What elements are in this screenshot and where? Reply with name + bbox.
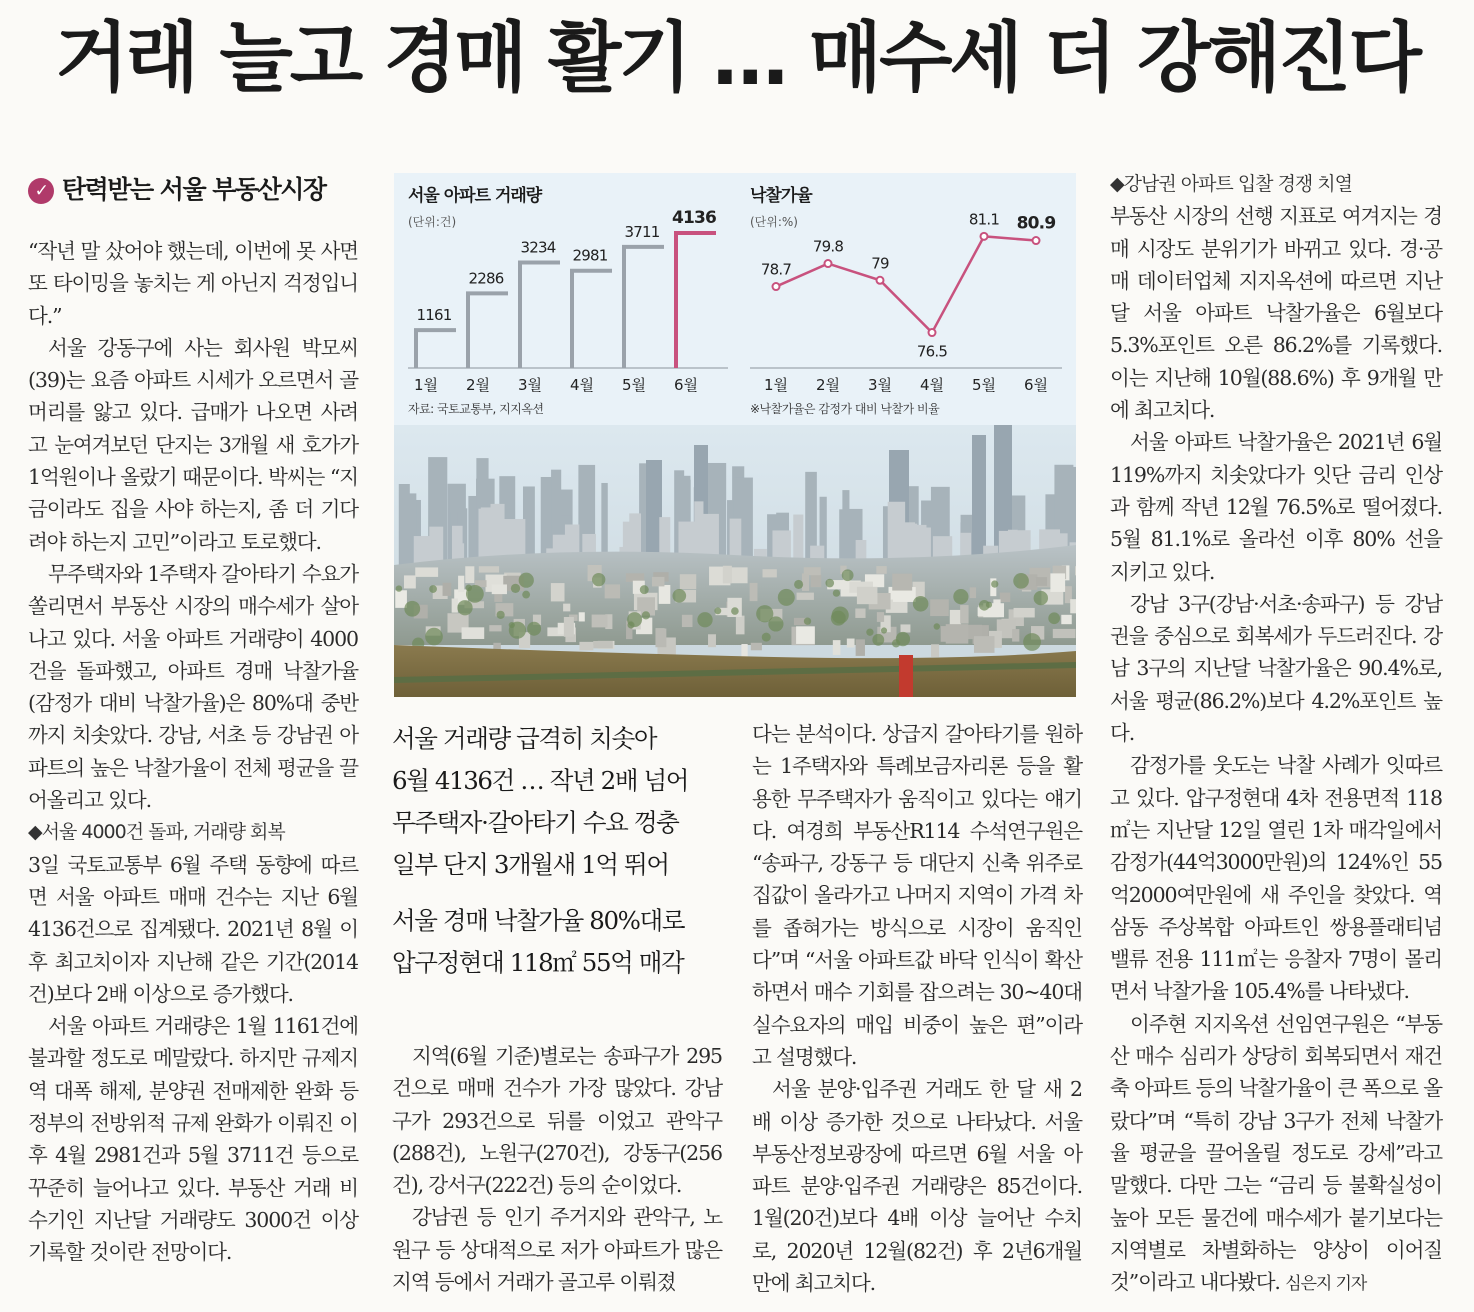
paragraph: 서울 분양·입주권 거래도 한 달 새 2배 이상 증가한 것으로 나타났다. 서울부동산정보광장에 따르면 6월 서울 아파트 분양·입주권 거래량은 85건이다. 1월(20건)보다 4배 이상 늘어난 수치로, 2020년 12월(82건) 후 2년6개월 만에 최고치다. bbox=[752, 1077, 1082, 1296]
paragraph: 강남 3구(강남·서초·송파구) 등 강남권을 중심으로 회복세가 두드러진다. 강남 3구의 지난달 낙찰가율은 90.4%로, 서울 평균(86.2%)보다 4.2%포인트 높다. bbox=[1110, 591, 1442, 746]
paragraph: 지역(6월 기준)별로는 송파구가 295건으로 매매 건수가 가장 많았다. 강남구가 293건으로 뒤를 이었고 관악구(288건), 노원구(270건), 강동구(256건), 강서구(222건) 등의 순이었다. bbox=[392, 1044, 722, 1198]
line-tick-label: 2월 bbox=[815, 376, 841, 394]
paragraph: 다는 분석이다. 상급지 갈아타기를 원하는 1주택자와 특례보금자리론 등을 활용한 무주택자가 움직이고 있다는 얘기다. 여경희 부동산R114 수석연구원은 “송파구, 강동구 등 대단지 신축 위주로 집값이 올라가고 나머지 지역이 가격 차를 좁혀가는 방식으로 시장이 움직인다”며 “서울 아파트값 바닥 인식이 확산하면서 매수 기회를 잡으려는 30~40대 실수요자의 매입 비중이 높은 편”이라고 설명했다. bbox=[752, 722, 1082, 1069]
article-column-2 bbox=[392, 1040, 722, 1298]
article-column-1 bbox=[28, 235, 358, 1269]
paragraph: 감정가를 웃도는 낙찰 사례가 잇따르고 있다. 압구정현대 4차 전용면적 118㎡는 지난달 12일 열린 1차 매각일에서 감정가(44억3000만원)의 124%인 55억2000여만원에 새 주인을 찾았다. 역삼동 주상복합 아파트인 쌍용플래티넘밸류 전용 111㎡는 응찰자 7명이 몰리면서 낙찰가율 105.4%를 나타냈다. bbox=[1110, 753, 1442, 1004]
line-point bbox=[877, 277, 884, 284]
line-chart-unit: (단위:%) bbox=[750, 215, 798, 229]
line-point bbox=[825, 260, 832, 267]
line-data-label: 79 bbox=[871, 254, 889, 273]
bar-data-label: 2286 bbox=[468, 269, 504, 288]
line-point bbox=[981, 233, 988, 240]
bar bbox=[520, 262, 560, 368]
paragraph: 강남권 등 인기 주거지와 관악구, 노원구 등 상대적으로 저가 아파트가 많은 지역 등에서 거래가 골고루 이뤄졌 bbox=[392, 1205, 722, 1295]
bar bbox=[572, 271, 612, 368]
bar-data-label: 2981 bbox=[572, 246, 608, 265]
bar-tick-label: 4월 bbox=[569, 376, 595, 394]
line-data-label: 78.7 bbox=[760, 260, 792, 279]
line-point bbox=[773, 283, 780, 290]
section-title-text: 탄력받는 서울 부동산시장 bbox=[62, 175, 326, 204]
paragraph-text: 이주현 지지옥션 선임연구원은 “부동산 매수 심리가 상당히 회복되면서 재건축 아파트 등의 낙찰가율이 큰 폭으로 올랐다”며 “특히 강남 3구가 전체 낙찰가율 평균을 끌어올릴 정도로 강세”라고 말했다. 다만 그는 “금리 등 불확실성이 높아 모든 물건에 매수세가 붙기보다는 지역별로 차별화하는 양상이 이어질 것”이라고 내다봤다. bbox=[1110, 1011, 1442, 1295]
deck-line: 서울 거래량 급격히 치솟아 bbox=[392, 724, 657, 753]
bar-tick-label: 2월 bbox=[465, 376, 491, 394]
subheading: ◆강남권 아파트 입찰 경쟁 치열 bbox=[1110, 173, 1353, 195]
bar bbox=[624, 247, 664, 368]
line-tick-label: 5월 bbox=[971, 376, 997, 394]
line-point bbox=[929, 329, 936, 336]
bar-data-label: 3234 bbox=[520, 238, 556, 257]
line-data-label: 80.9 bbox=[1016, 213, 1056, 234]
deck-line: 6월 4136건 … 작년 2배 넘어 bbox=[392, 766, 689, 795]
bar bbox=[416, 330, 456, 368]
line-point bbox=[1033, 237, 1040, 244]
headline: 거래 늘고 경매 활기 … 매수세 더 강해진다 bbox=[55, 13, 1419, 102]
city-skyline-photo bbox=[394, 425, 1076, 697]
bar-chart-title: 서울 아파트 거래량 bbox=[408, 186, 542, 206]
byline: 심은지 기자 bbox=[1285, 1274, 1367, 1295]
subheadline-decks bbox=[392, 718, 722, 984]
paragraph: 서울 아파트 낙찰가율은 2021년 6월 119%까지 치솟았다가 잇단 금리 인상과 함께 작년 12월 76.5%로 떨어졌다. 5월 81.1%로 올라선 이후 80% 선을 지키고 있다. bbox=[1110, 430, 1442, 584]
paragraph: 3일 국토교통부 6월 주택 동향에 따르면 서울 아파트 매매 건수는 지난 6월 4136건으로 집계됐다. 2021년 8월 이후 최고치이자 지난해 같은 기간(2014건)보다 2배 이상으로 증가했다. bbox=[28, 852, 358, 1006]
bar-chart-source: 자료: 국토교통부, 지지옥션 bbox=[408, 402, 544, 416]
deck-line: 무주택자·갈아타기 수요 껑충 bbox=[392, 808, 679, 837]
line-data-label: 76.5 bbox=[916, 342, 948, 361]
bar bbox=[676, 233, 716, 368]
line-tick-label: 6월 bbox=[1023, 376, 1049, 394]
paragraph: 서울 아파트 거래량은 1월 1161건에 불과할 정도로 메말랐다. 하지만 규제지역 대폭 해제, 분양권 전매제한 완화 등 정부의 전방위적 규제 완화가 이뤄진 이후 4월 2981건과 5월 3711건 등으로 꾸준히 늘어나고 있다. 부동산 거래 비수기인 지난달 거래량도 3000건 이상 기록할 것이란 전망이다. bbox=[28, 1014, 358, 1265]
paragraph: 부동산 시장의 선행 지표로 여겨지는 경매 시장도 분위기가 바뀌고 있다. 경·공매 데이터업체 지지옥션에 따르면 지난달 서울 아파트 낙찰가율은 6월보다 5.3%포인트 오른 86.2%를 기록했다. 이는 지난해 10월(88.6%) 후 9개월 만에 최고치다. bbox=[1110, 204, 1442, 423]
article-column-4 bbox=[1110, 168, 1442, 1300]
bar-data-label: 4136 bbox=[671, 208, 717, 228]
line-data-label: 79.8 bbox=[812, 237, 844, 256]
paragraph: 무주택자와 1주택자 갈아타기 수요가 쏠리면서 부동산 시장의 매수세가 살아나고 있다. 서울 아파트 거래량이 4000건을 돌파했고, 아파트 경매 낙찰가율(감정가 대비 낙찰가율)은 80%대 중반까지 치솟았다. 강남, 서초 등 강남권 아파트의 높은 낙찰가율이 전체 평균을 끌어올리고 있다. bbox=[28, 561, 358, 813]
line-data-label: 81.1 bbox=[968, 210, 1000, 229]
deck-line: 일부 단지 3개월새 1억 뛰어 bbox=[392, 850, 669, 879]
line-tick-label: 1월 bbox=[763, 376, 789, 394]
section-title bbox=[28, 170, 326, 206]
bar-data-label: 3711 bbox=[624, 222, 660, 241]
bar-tick-label: 5월 bbox=[621, 376, 647, 394]
bar-tick-label: 1월 bbox=[413, 376, 439, 394]
skyline-illustration bbox=[394, 425, 1076, 697]
paragraph: 서울 강동구에 사는 회사원 박모씨(39)는 요즘 아파트 시세가 오르면서 골머리를 앓고 있다. 급매가 나오면 사려고 눈여겨보던 단지는 3개월 새 호가가 1억원이나 올랐기 때문이다. 박씨는 “지금이라도 집을 사야 하는지, 좀 더 기다려야 하는지 고민”이라고 토로했다. bbox=[28, 335, 358, 554]
article-column-3 bbox=[752, 718, 1082, 1299]
bar-chart-unit: (단위:건) bbox=[408, 215, 457, 229]
paragraph: “작년 말 샀어야 했는데, 이번에 못 사면 또 타이밍을 놓치는 게 아닌지 걱정입니다.” bbox=[28, 239, 358, 328]
line-chart-title: 낙찰가율 bbox=[750, 186, 812, 206]
charts-panel bbox=[394, 173, 1076, 425]
deck-line: 압구정현대 118㎡ 55억 매각 bbox=[392, 948, 684, 977]
bar-data-label: 1161 bbox=[416, 306, 452, 325]
line-tick-label: 4월 bbox=[919, 376, 945, 394]
charts-svg bbox=[394, 173, 1076, 425]
bar-tick-label: 6월 bbox=[673, 376, 699, 394]
deck-line: 서울 경매 낙찰가율 80%대로 bbox=[392, 906, 685, 935]
line-tick-label: 3월 bbox=[867, 376, 893, 394]
bar-tick-label: 3월 bbox=[517, 376, 543, 394]
subheading: ◆서울 4000건 돌파, 거래량 회복 bbox=[28, 821, 285, 844]
line-chart-note: ※낙찰가율은 감정가 대비 낙찰가 비율 bbox=[750, 402, 940, 416]
paragraph bbox=[1110, 1008, 1442, 1301]
bar bbox=[468, 293, 508, 368]
check-icon: ✓ bbox=[28, 178, 54, 204]
